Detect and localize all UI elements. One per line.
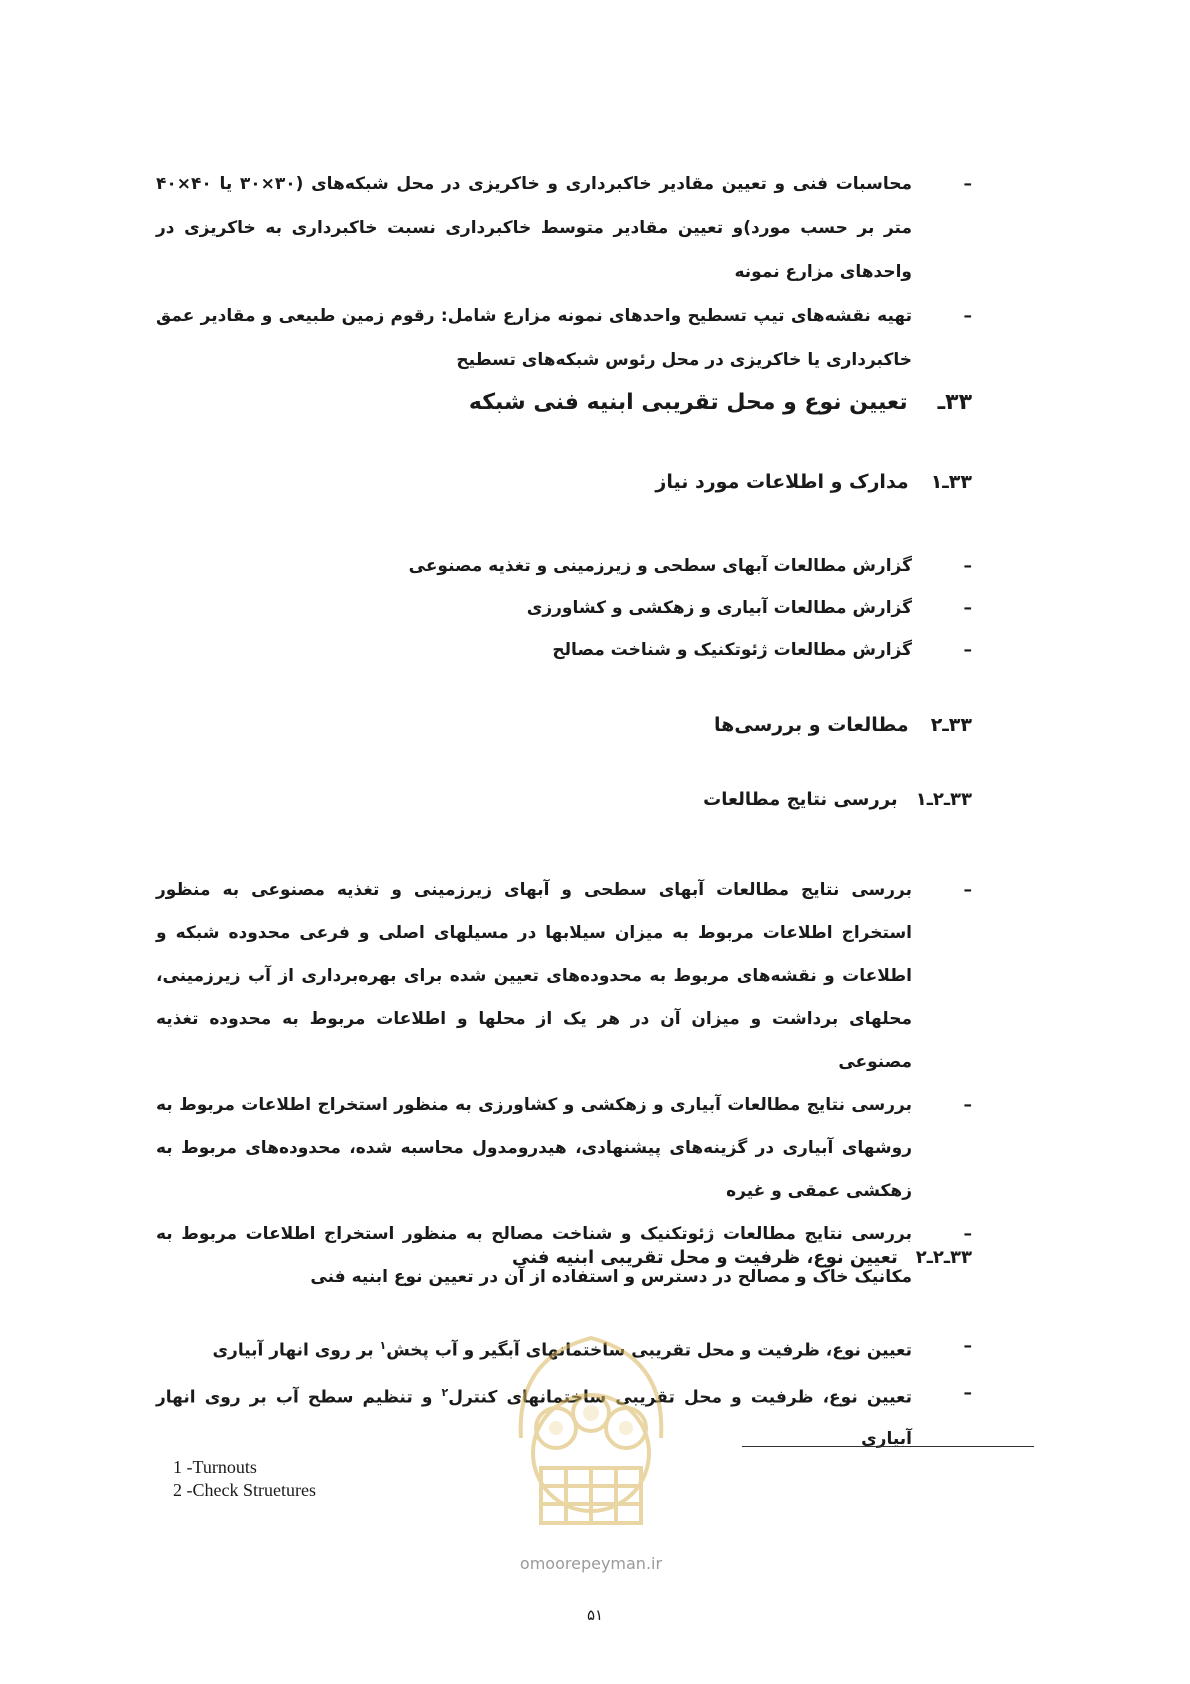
section-heading [469,390,972,415]
bullet-dash: – [963,174,972,194]
list-item [156,587,972,629]
bullet-text: و تنظیم سطح آب بر روی انهار آبیاری [156,1387,912,1450]
section-title: بررسی نتایج مطالعات [703,789,898,810]
footnote-rule [742,1446,1034,1447]
section-number: ۳۳ـ۲ـ۲ [915,1247,972,1268]
section-number: ۳۳ـ۱ [930,471,972,493]
footnote-1: 1 -Turnouts [173,1457,257,1477]
list-item [156,629,972,671]
section-title: مطالعات و بررسی‌ها [714,714,909,736]
bullet-dash: – [963,1336,972,1356]
bullet-dash: – [963,1224,972,1244]
footnote-2: 2 -Check Struetures [173,1480,316,1500]
top-bullet-list [156,162,972,382]
subsubsection-heading [512,1247,972,1268]
bullet-text: بررسی نتایج مطالعات ژئوتکنیک و شناخت مصالح به منظور استخراج اطلاعات مربوط به مکانیک خاک و مصالح در دسترس و استفاده از آن در تعیین نوع ابنیه فنی [156,1224,912,1287]
documents-bullet-list [156,545,972,671]
bullet-text: بررسی نتایج مطالعات آبیاری و زهکشی و کشاورزی به منظور استخراج اطلاعات مربوط به روشهای آبیاری در گزینه‌های پیشنهادی، هیدرومدول محاسبه شده، محدوده‌های مربوط به زهکشی عمقی و غیره [156,1095,912,1201]
bullet-dash: – [963,556,972,576]
bullet-text: گزارش مطالعات ژئوتکنیک و شناخت مصالح [552,640,912,660]
bullet-text: تعیین نوع، ظرفیت و محل تقریبی ساختمانهای آبگیر و آب پخش [386,1340,912,1361]
section-title: تعیین نوع و محل تقریبی ابنیه فنی شبکه [468,390,908,415]
bullet-text: تهیه نقشه‌های تیپ تسطیح واحدهای نمونه مزارع شامل: رقوم زمین طبیعی و مقادیر عمق خاکبرداری یا خاکریزی در محل رئوس شبکه‌های تسطیح [156,306,912,370]
page-number: ۵۱ [586,1606,604,1624]
list-item [156,869,972,1084]
section-number: ۳۳ـ [937,390,972,415]
review-bullet-list [156,869,972,1299]
section-number: ۳۳ـ۲ـ۱ [915,789,972,810]
subsubsection-heading [703,789,972,810]
bullet-dash: – [963,640,972,660]
bullet-text: گزارش مطالعات آبهای سطحی و زیرزمینی و تغذیه مصنوعی [408,556,912,576]
list-item [156,162,972,294]
bullet-text: تعیین نوع، ظرفیت و محل تقریبی ساختمانهای کنترل [448,1387,912,1408]
watermark-seal-icon [496,1318,686,1548]
subsection-heading [714,714,972,736]
section-number: ۳۳ـ۲ [930,714,972,736]
bullet-dash: – [963,880,972,900]
list-item [156,1084,972,1213]
bullet-dash: – [963,1095,972,1115]
footnote-mark: ۱ [379,1339,387,1352]
footnotes [173,1456,316,1502]
bullet-text: محاسبات فنی و تعیین مقادیر خاکبرداری و خاکریزی در محل شبکه‌های (۳۰×۳۰ یا ۴۰×۴۰ متر بر حسب مورد)و تعیین مقادیر متوسط خاکبرداری نسبت خاکبرداری به خاکریزی در واحدهای مزارع نمونه [156,174,913,282]
bullet-text: گزارش مطالعات آبیاری و زهکشی و کشاورزی [526,598,912,618]
bullet-text: بر روی انهار آبیاری [212,1340,380,1361]
footnote-mark: ۲ [441,1385,449,1399]
list-item [156,545,972,587]
bullet-text: بررسی نتایج مطالعات آبهای سطحی و آبهای زیرزمینی و تغذیه مصنوعی به منظور استخراج اطلاعات مربوط به میزان سیلابها در مسیلهای اصلی و فرعی محدوده شبکه و اطلاعات و نقشه‌های مربوط به محدوده‌های تعیین شده برای بهره‌برداری از آب زیرزمینی، محلهای برداشت و میزان آن در هر یک از محلها و اطلاعات مربوط به محدوده تغذیه مصنوعی [156,880,912,1072]
subsection-heading [655,471,972,493]
section-title: مدارک و اطلاعات مورد نیاز [655,471,909,493]
list-item [156,294,972,382]
bullet-dash: – [963,306,972,326]
section-title: تعیین نوع، ظرفیت و محل تقریبی ابنیه فنی [512,1247,898,1268]
watermark-text: omoorepeyman.ir [519,1554,663,1573]
bullet-dash: – [963,1382,972,1403]
bullet-dash: – [963,598,972,618]
